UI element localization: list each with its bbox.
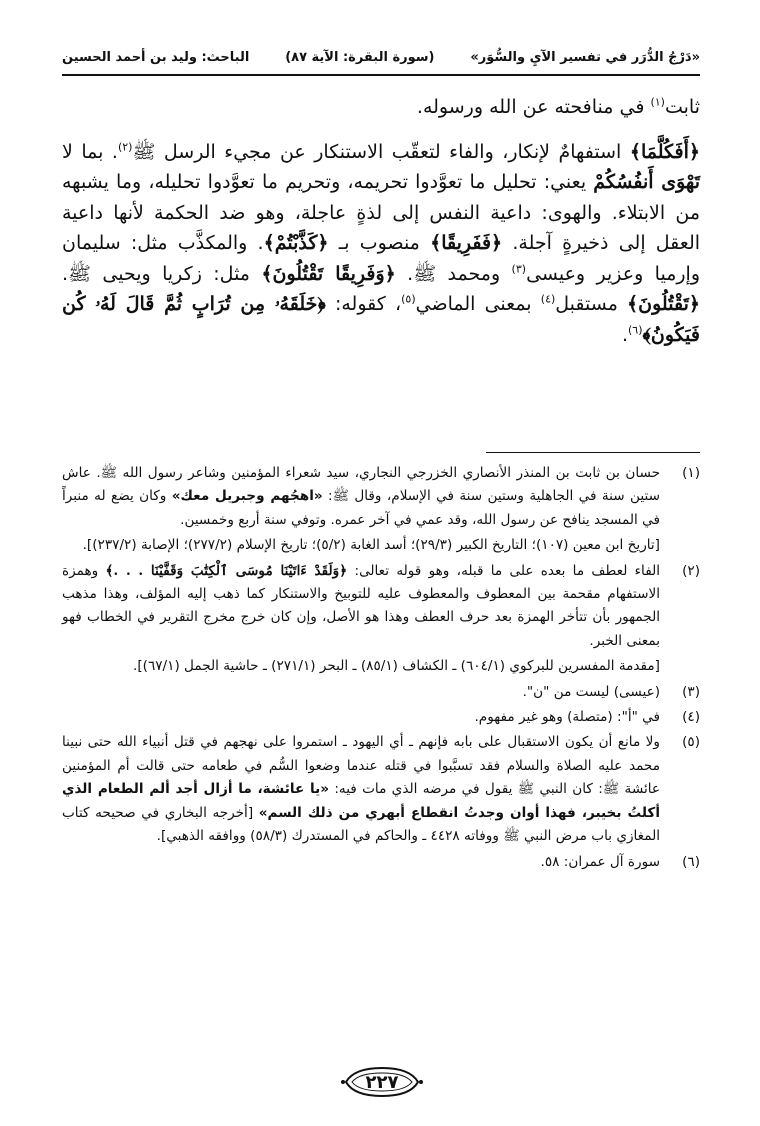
quran-quote: ﴿وَلَقَدْ ءَاتَيْنَا مُوسَى ٱلْكِتَٰبَ وَقَفَّيْنَا . . .﴾ [105, 562, 348, 579]
honorific: ﷺ [132, 140, 156, 163]
quran-quote: ﴿أَفَكُلَّمَا﴾ [629, 140, 700, 163]
text-run: منصوب بـ [328, 232, 431, 254]
text-run: يعني: تحليل ما تعوَّدوا تحريمه، وتحريم ما تعوَّدوا تحليله، وما يشبهه من الابتلاء. والهوى: داعية النفس إلى لذةٍ عاجلة، وهو ضد الحكمة لأنها داعية العقل إلى ذخيرةٍ آجلة. [62, 171, 701, 254]
quran-quote: ﴿تَقْتُلُونَ﴾ [627, 293, 700, 315]
text-run: مستقبل [555, 293, 628, 315]
footnote-number: (٢) [682, 562, 700, 579]
text-run: في "أ": (متصلة) وهو غير مفهوم. [474, 709, 660, 726]
header-book-title: «دَرْجُ الدُّرَر في تفسير الآيِ والسُّوَر» [470, 49, 700, 65]
footnote-number: (٦) [682, 853, 700, 870]
text-run: وهمزة الاستفهام مقحمة بين المعطوف والمعطوف عليه للتوبيخ والاستنكار كما ذهب إليه المؤلف، وهذا مذهب الجمهور بأن تتأخر الهمزة بعد حرف العطف وهذا هو الأصل، وإن كان خرج مخرج التقرير في الخطاب فهو بمعنى الخبر. [62, 562, 660, 649]
footnote-ref-4[interactable]: (٤) [540, 292, 556, 306]
footnote-number: (١) [682, 465, 700, 481]
text-run: الفاء لعطف ما بعده على ما قبله، وهو قوله تعالى: [347, 562, 660, 579]
text-run: سورة آل عمران: ٥٨. [540, 853, 660, 870]
footnote-ref-5[interactable]: (٥) [401, 292, 416, 306]
footnote-ref-3[interactable]: (٣) [511, 262, 527, 276]
footnote-ref-1[interactable]: (١) [650, 95, 665, 109]
quran-quote: ﴿فَفَرِيقًا﴾ [430, 232, 503, 254]
quran-quote: ﴿خَلَقَهُۥ مِن تُرَابٍ ثُمَّ قَالَ لَهُۥ كُن فَيَكُونُ﴾ [62, 293, 700, 346]
header-surah-ayah: (سورة البقرة: الآية ٨٧) [285, 49, 435, 65]
footnote-text [62, 706, 660, 729]
text-run: بمعنى الماضي [415, 293, 541, 315]
main-text [62, 92, 700, 350]
p1-text: ثابت [664, 96, 700, 118]
quran-quote: تَهْوَى أَنفُسُكُمْ [593, 171, 700, 193]
text-run: ، كقوله: [325, 293, 402, 315]
footnote [62, 851, 700, 874]
running-header [62, 40, 700, 76]
header-author: الباحث: وليد بن أحمد الحسين [62, 49, 250, 65]
footnote-divider [486, 452, 700, 453]
text-run: وكان يضع له منبراً في المسجد ينافح عن رسول الله، وقد عمي في آخر عمره. وتوفي سنة أربع وخمسين. [62, 488, 660, 528]
footnote-reference: [مقدمة المفسرين للبركوي (٦٠٤/١) ـ الكشاف (٨٥/١) ـ البحر (٢٧١/١) ـ حاشية الجمل (٦٧/١)]. [133, 658, 660, 675]
paragraph-1 [62, 92, 700, 123]
footnote-reference: [تاريخ ابن معين (١٠٧)؛ التاريخ الكبير (٢٩/٣)؛ أسد الغابة (٥/٢)؛ تاريخ الإسلام (٢٧٧/٢)؛ الإصابة (٢٣٧/٢)]. [82, 537, 660, 554]
text-run: ولا مانع أن يكون الاستقبال على بابه فإنهم ـ أي اليهود ـ استمروا على نهجهم في قتل أنبياء الله حتى نبينا محمد عليه الصلاة والسلام فقد تسبَّبوا في قتله عندما وضعوا السُّم في طعامه حتى قالت أم المؤمنين عائشة ﷺ: كان النبي ﷺ يقول في مرضه الذي مات فيه: [62, 734, 660, 798]
text-run: [أخرجه البخاري في صحيحه كتاب المغازي باب مرض النبي ﷺ ووفاته ٤٤٢٨ ـ والحاكم في المستدرك (٥٨/٣) ووافقه الذهبي]. [62, 804, 660, 845]
footnotes [62, 462, 700, 876]
footnote-text [62, 851, 660, 874]
footnote-number: (٤) [682, 709, 700, 726]
footnote-ref-2[interactable]: (٢) [117, 140, 133, 154]
footnote [62, 462, 700, 558]
text-run: مثل: زكريا ويحيى ﷺ. [62, 262, 262, 285]
footnote [62, 706, 700, 729]
text-run: ومحمد ﷺ. [395, 262, 512, 285]
page-number-text: ٢٢٧ [365, 1071, 399, 1093]
footnote-text [62, 560, 660, 679]
text-run: . [621, 323, 628, 346]
text-run: (عيسى) ليست من "ن". [522, 683, 660, 700]
page-number [340, 1064, 424, 1100]
footnote [62, 731, 700, 848]
footnote [62, 681, 700, 704]
hadith-quote: «اهجُهم وجبريل معك» [171, 488, 323, 505]
text-run: استفهامٌ لإنكار، والفاء لتعقّب الاستنكار عن مجيء الرسل [155, 140, 630, 163]
paragraph-2 [62, 137, 700, 351]
footnote [62, 560, 700, 679]
quran-quote: ﴿وَفَرِيقًا تَقْتُلُونَ﴾ [261, 262, 396, 285]
footnote-text [62, 731, 660, 848]
quran-quote: ﴿كَذَّبْتُمْ﴾ [263, 232, 329, 254]
text-run: . والمكذَّب مثل: سليمان وإرميا وعزير وعيسى [62, 232, 700, 285]
footnote-ref-6[interactable]: (٦) [627, 323, 643, 337]
footnote-text [62, 462, 660, 558]
footnote-number: (٥) [682, 734, 700, 751]
footnote-text [62, 681, 660, 704]
hadith-quote: «يا عائشة، ما أزال أجد ألم الطعام الذي أكلتُ بخيبر، فهذا أوان وجدتُ انقطاع أبهري من ذلك السم» [62, 781, 660, 821]
p1-rest: في منافحته عن الله ورسوله. [416, 96, 651, 118]
text-run: حسان بن ثابت بن المنذر الأنصاري الخزرجي النجاري، سيد شعراء المؤمنين وشاعر رسول الله ﷺ. عاش ستين سنة في الجاهلية وستين سنة في الإسلام، وقال ﷺ: [62, 465, 660, 505]
text-run: . بما لا [62, 140, 118, 163]
footnote-number: (٣) [682, 683, 700, 700]
